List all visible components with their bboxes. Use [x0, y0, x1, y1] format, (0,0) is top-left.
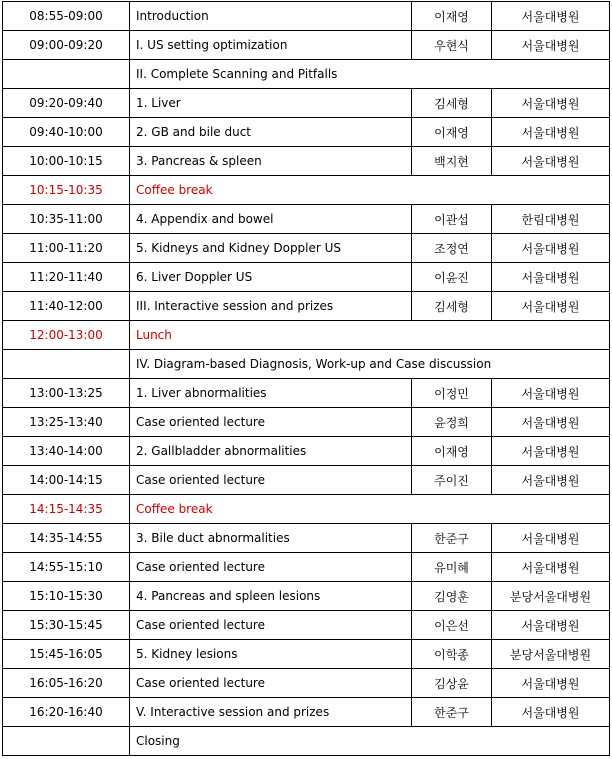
time-cell: 14:15-14:35 — [3, 495, 130, 524]
institution-cell: 서울대병원 — [492, 524, 610, 553]
institution-cell: 분당서울대병원 — [492, 582, 610, 611]
title-cell: 3. Pancreas & spleen — [130, 147, 412, 176]
title-cell: Introduction — [130, 2, 412, 31]
schedule-row — [3, 2, 610, 31]
schedule-row — [3, 263, 610, 292]
schedule-row — [3, 147, 610, 176]
time-cell: 09:00-09:20 — [3, 31, 130, 60]
title-cell: Lunch — [130, 321, 610, 350]
speaker-cell: 이재영 — [412, 437, 492, 466]
title-cell: I. US setting optimization — [130, 31, 412, 60]
schedule-row — [3, 118, 610, 147]
section-header-row — [3, 350, 610, 379]
speaker-cell: 유미혜 — [412, 553, 492, 582]
institution-cell: 서울대병원 — [492, 553, 610, 582]
title-cell: Case oriented lecture — [130, 466, 412, 495]
time-cell: 09:20-09:40 — [3, 89, 130, 118]
time-cell: 10:00-10:15 — [3, 147, 130, 176]
institution-cell: 한림대병원 — [492, 205, 610, 234]
schedule-row — [3, 408, 610, 437]
speaker-cell: 이윤진 — [412, 263, 492, 292]
title-cell: II. Complete Scanning and Pitfalls — [130, 60, 610, 89]
schedule-row — [3, 31, 610, 60]
section-header-row — [3, 60, 610, 89]
break-row — [3, 176, 610, 205]
time-cell: 11:40-12:00 — [3, 292, 130, 321]
time-cell: 14:55-15:10 — [3, 553, 130, 582]
institution-cell: 서울대병원 — [492, 147, 610, 176]
speaker-cell: 윤정희 — [412, 408, 492, 437]
title-cell: 1. Liver abnormalities — [130, 379, 412, 408]
title-cell: Coffee break — [130, 495, 610, 524]
speaker-cell: 김세형 — [412, 292, 492, 321]
institution-cell: 서울대병원 — [492, 698, 610, 727]
schedule-row — [3, 640, 610, 669]
title-cell: 3. Bile duct abnormalities — [130, 524, 412, 553]
institution-cell: 분당서울대병원 — [492, 640, 610, 669]
time-cell: 15:30-15:45 — [3, 611, 130, 640]
title-cell: Case oriented lecture — [130, 669, 412, 698]
schedule-row — [3, 466, 610, 495]
title-cell: Case oriented lecture — [130, 408, 412, 437]
schedule-row — [3, 292, 610, 321]
time-cell: 09:40-10:00 — [3, 118, 130, 147]
speaker-cell: 조정연 — [412, 234, 492, 263]
institution-cell: 서울대병원 — [492, 89, 610, 118]
schedule-body — [3, 2, 610, 756]
speaker-cell: 우현식 — [412, 31, 492, 60]
speaker-cell: 김상윤 — [412, 669, 492, 698]
time-cell: 16:05-16:20 — [3, 669, 130, 698]
schedule-row — [3, 553, 610, 582]
time-cell: 10:15-10:35 — [3, 176, 130, 205]
title-cell: 5. Kidneys and Kidney Doppler US — [130, 234, 412, 263]
schedule-row — [3, 669, 610, 698]
schedule-row — [3, 205, 610, 234]
time-cell: 08:55-09:00 — [3, 2, 130, 31]
title-cell: III. Interactive session and prizes — [130, 292, 412, 321]
institution-cell: 서울대병원 — [492, 437, 610, 466]
speaker-cell: 이은선 — [412, 611, 492, 640]
institution-cell: 서울대병원 — [492, 379, 610, 408]
time-cell: 14:00-14:15 — [3, 466, 130, 495]
institution-cell: 서울대병원 — [492, 31, 610, 60]
time-cell — [3, 727, 130, 756]
schedule-row — [3, 524, 610, 553]
time-cell: 13:40-14:00 — [3, 437, 130, 466]
closing-row — [3, 727, 610, 756]
time-cell: 11:00-11:20 — [3, 234, 130, 263]
title-cell: Case oriented lecture — [130, 611, 412, 640]
time-cell: 10:35-11:00 — [3, 205, 130, 234]
time-cell — [3, 350, 130, 379]
time-cell: 13:00-13:25 — [3, 379, 130, 408]
speaker-cell: 이학종 — [412, 640, 492, 669]
title-cell: IV. Diagram-based Diagnosis, Work-up and Case discussion — [130, 350, 610, 379]
time-cell: 12:00-13:00 — [3, 321, 130, 350]
title-cell: V. Interactive session and prizes — [130, 698, 412, 727]
institution-cell: 서울대병원 — [492, 2, 610, 31]
title-cell: 4. Pancreas and spleen lesions — [130, 582, 412, 611]
time-cell: 13:25-13:40 — [3, 408, 130, 437]
schedule-row — [3, 437, 610, 466]
time-cell — [3, 60, 130, 89]
speaker-cell: 이재영 — [412, 118, 492, 147]
institution-cell: 서울대병원 — [492, 408, 610, 437]
schedule-row — [3, 611, 610, 640]
speaker-cell: 한준구 — [412, 524, 492, 553]
title-cell: 2. Gallbladder abnormalities — [130, 437, 412, 466]
title-cell: 2. GB and bile duct — [130, 118, 412, 147]
schedule-row — [3, 89, 610, 118]
title-cell: 5. Kidney lesions — [130, 640, 412, 669]
institution-cell: 서울대병원 — [492, 611, 610, 640]
schedule-row — [3, 379, 610, 408]
break-row — [3, 495, 610, 524]
time-cell: 11:20-11:40 — [3, 263, 130, 292]
schedule-row — [3, 698, 610, 727]
title-cell: 1. Liver — [130, 89, 412, 118]
speaker-cell: 주이진 — [412, 466, 492, 495]
institution-cell: 서울대병원 — [492, 466, 610, 495]
institution-cell: 서울대병원 — [492, 234, 610, 263]
institution-cell: 서울대병원 — [492, 118, 610, 147]
institution-cell: 서울대병원 — [492, 292, 610, 321]
schedule-row — [3, 234, 610, 263]
title-cell: 6. Liver Doppler US — [130, 263, 412, 292]
break-row — [3, 321, 610, 350]
speaker-cell: 김세형 — [412, 89, 492, 118]
time-cell: 15:45-16:05 — [3, 640, 130, 669]
speaker-cell: 이재영 — [412, 2, 492, 31]
speaker-cell: 백지현 — [412, 147, 492, 176]
title-cell: 4. Appendix and bowel — [130, 205, 412, 234]
schedule-table — [2, 1, 610, 756]
schedule-row — [3, 582, 610, 611]
speaker-cell: 김영훈 — [412, 582, 492, 611]
speaker-cell: 이관섭 — [412, 205, 492, 234]
speaker-cell: 한준구 — [412, 698, 492, 727]
time-cell: 14:35-14:55 — [3, 524, 130, 553]
speaker-cell: 이정민 — [412, 379, 492, 408]
title-cell: Closing — [130, 727, 610, 756]
institution-cell: 서울대병원 — [492, 669, 610, 698]
title-cell: Case oriented lecture — [130, 553, 412, 582]
institution-cell: 서울대병원 — [492, 263, 610, 292]
time-cell: 16:20-16:40 — [3, 698, 130, 727]
title-cell: Coffee break — [130, 176, 610, 205]
time-cell: 15:10-15:30 — [3, 582, 130, 611]
